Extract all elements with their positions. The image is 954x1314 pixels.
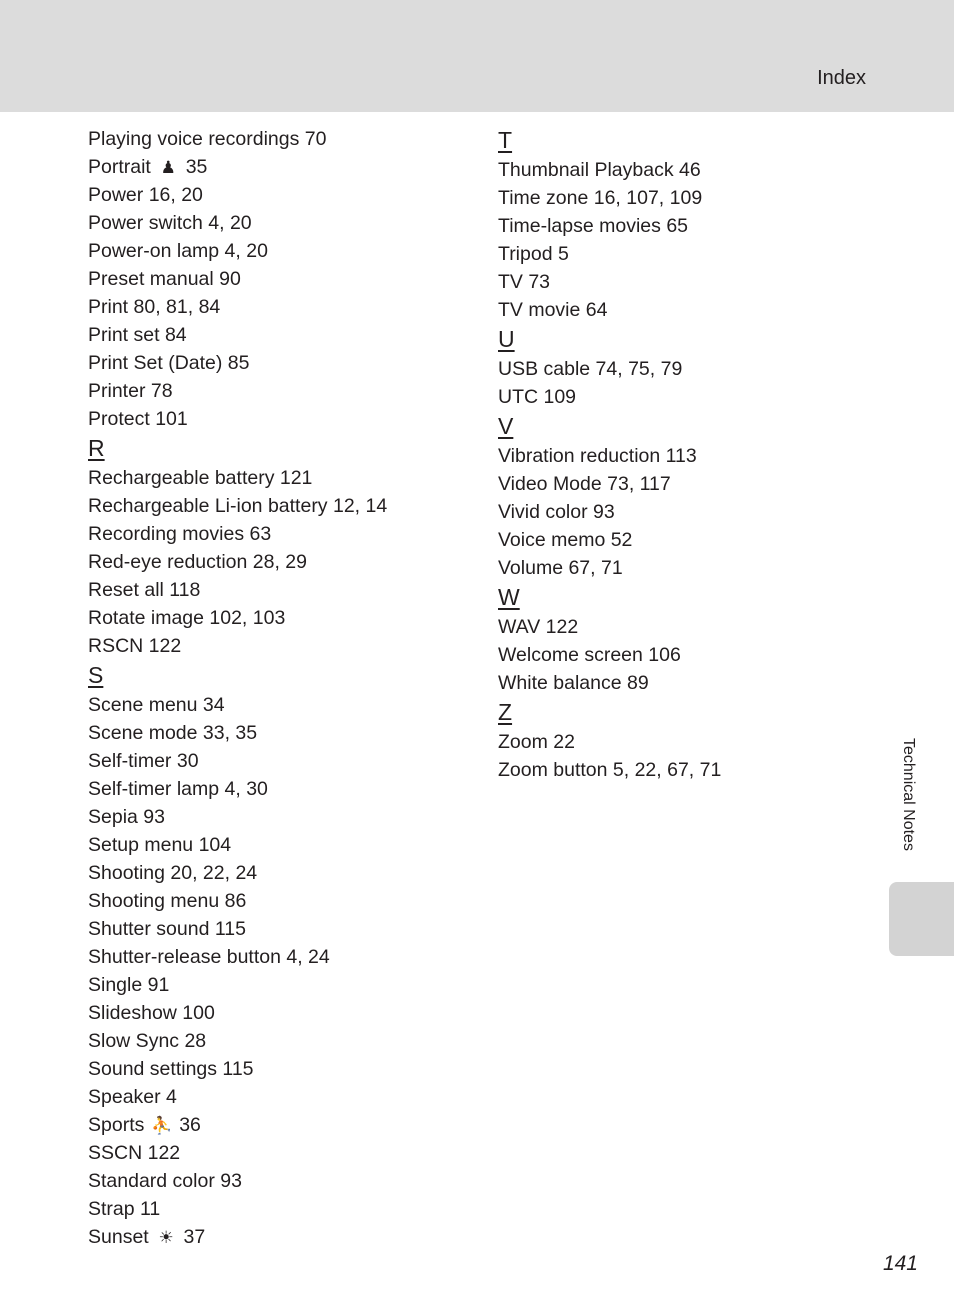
index-entry: Single 91 xyxy=(88,974,170,996)
index-entry: Setup menu 104 xyxy=(88,834,232,856)
index-entry: Shooting menu 86 xyxy=(88,890,247,912)
index-entry: Vivid color 93 xyxy=(498,501,615,523)
index-entry: Zoom 22 xyxy=(498,731,575,753)
index-entry: Thumbnail Playback 46 xyxy=(498,159,701,181)
index-entry: Preset manual 90 xyxy=(88,268,241,290)
index-entry-pages: 35 xyxy=(180,156,208,178)
index-section-letter: V xyxy=(498,413,514,439)
index-entry: Video Mode 73, 117 xyxy=(498,473,671,495)
index-entry: Rechargeable Li-ion battery 12, 14 xyxy=(88,495,388,517)
index-entry: Shooting 20, 22, 24 xyxy=(88,862,258,884)
index-entry-term: Portrait xyxy=(88,156,151,178)
index-entry: Recording movies 63 xyxy=(88,523,272,545)
index-entry: Self-timer lamp 4, 30 xyxy=(88,778,268,800)
index-entry: Shutter sound 115 xyxy=(88,918,246,940)
header-band xyxy=(0,0,954,112)
index-entry: Scene menu 34 xyxy=(88,694,225,716)
index-entry: Reset all 118 xyxy=(88,579,201,601)
index-entry: Power switch 4, 20 xyxy=(88,212,252,234)
index-entry: Tripod 5 xyxy=(498,243,569,265)
section-side-label-text: Technical Notes xyxy=(900,738,917,851)
index-section-letter: R xyxy=(88,435,105,461)
index-entry: Rechargeable battery 121 xyxy=(88,467,313,489)
index-column-right xyxy=(498,125,721,784)
portrait-mode-icon: ♟ xyxy=(160,158,176,177)
section-side-label xyxy=(895,738,925,878)
index-entry: WAV 122 xyxy=(498,616,579,638)
index-entry-pages: 36 xyxy=(173,1114,201,1136)
index-entry: Scene mode 33, 35 xyxy=(88,722,258,744)
index-entry: Time-lapse movies 65 xyxy=(498,215,689,237)
index-section-letter: S xyxy=(88,662,104,688)
index-entry: Power-on lamp 4, 20 xyxy=(88,240,268,262)
index-entry xyxy=(88,1111,387,1139)
index-section-letter: T xyxy=(498,127,513,153)
index-entry-term: Sports xyxy=(88,1114,145,1136)
index-entry: Slideshow 100 xyxy=(88,1002,215,1024)
index-entry: Welcome screen 106 xyxy=(498,644,681,666)
index-entry: Self-timer 30 xyxy=(88,750,199,772)
index-entry: Shutter-release button 4, 24 xyxy=(88,946,330,968)
index-entry: Standard color 93 xyxy=(88,1170,242,1192)
index-entry: Print set 84 xyxy=(88,324,187,346)
index-entry-pages: 37 xyxy=(178,1226,206,1248)
index-entry xyxy=(88,1223,387,1251)
index-entry: Slow Sync 28 xyxy=(88,1030,207,1052)
index-section-letter: Z xyxy=(498,699,513,725)
index-entry: TV movie 64 xyxy=(498,299,608,321)
index-entry: Time zone 16, 107, 109 xyxy=(498,187,703,209)
index-entry: Playing voice recordings 70 xyxy=(88,128,327,150)
index-entry: Zoom button 5, 22, 67, 71 xyxy=(498,759,722,781)
page-title: Index xyxy=(817,67,866,89)
sunset-mode-icon: ☀ xyxy=(158,1228,174,1247)
index-entry: SSCN 122 xyxy=(88,1142,181,1164)
index-section-letter: U xyxy=(498,326,515,352)
index-section-letter: W xyxy=(498,584,520,610)
index-entry: USB cable 74, 75, 79 xyxy=(498,358,683,380)
section-thumb-tab xyxy=(889,882,954,956)
index-entry: Red-eye reduction 28, 29 xyxy=(88,551,307,573)
index-entry: Print Set (Date) 85 xyxy=(88,352,250,374)
index-entry: TV 73 xyxy=(498,271,551,293)
sports-mode-icon: ⛹ xyxy=(151,1116,173,1135)
index-entry xyxy=(88,153,387,181)
index-entry: Power 16, 20 xyxy=(88,184,203,206)
index-entry: Protect 101 xyxy=(88,408,188,430)
index-entry: Voice memo 52 xyxy=(498,529,633,551)
index-entry: Vibration reduction 113 xyxy=(498,445,697,467)
page-number: 141 xyxy=(882,1252,918,1275)
index-entry: Speaker 4 xyxy=(88,1086,177,1108)
index-entry: Print 80, 81, 84 xyxy=(88,296,221,318)
index-column-left xyxy=(88,125,387,1251)
index-entry: Sound settings 115 xyxy=(88,1058,254,1080)
index-entry: Strap 11 xyxy=(88,1198,161,1220)
index-entry: Sepia 93 xyxy=(88,806,165,828)
index-entry: Volume 67, 71 xyxy=(498,557,623,579)
index-entry: UTC 109 xyxy=(498,386,577,408)
index-entry: Rotate image 102, 103 xyxy=(88,607,286,629)
index-entry: White balance 89 xyxy=(498,672,649,694)
index-entry: Printer 78 xyxy=(88,380,173,402)
index-entry-term: Sunset xyxy=(88,1226,149,1248)
index-entry: RSCN 122 xyxy=(88,635,182,657)
